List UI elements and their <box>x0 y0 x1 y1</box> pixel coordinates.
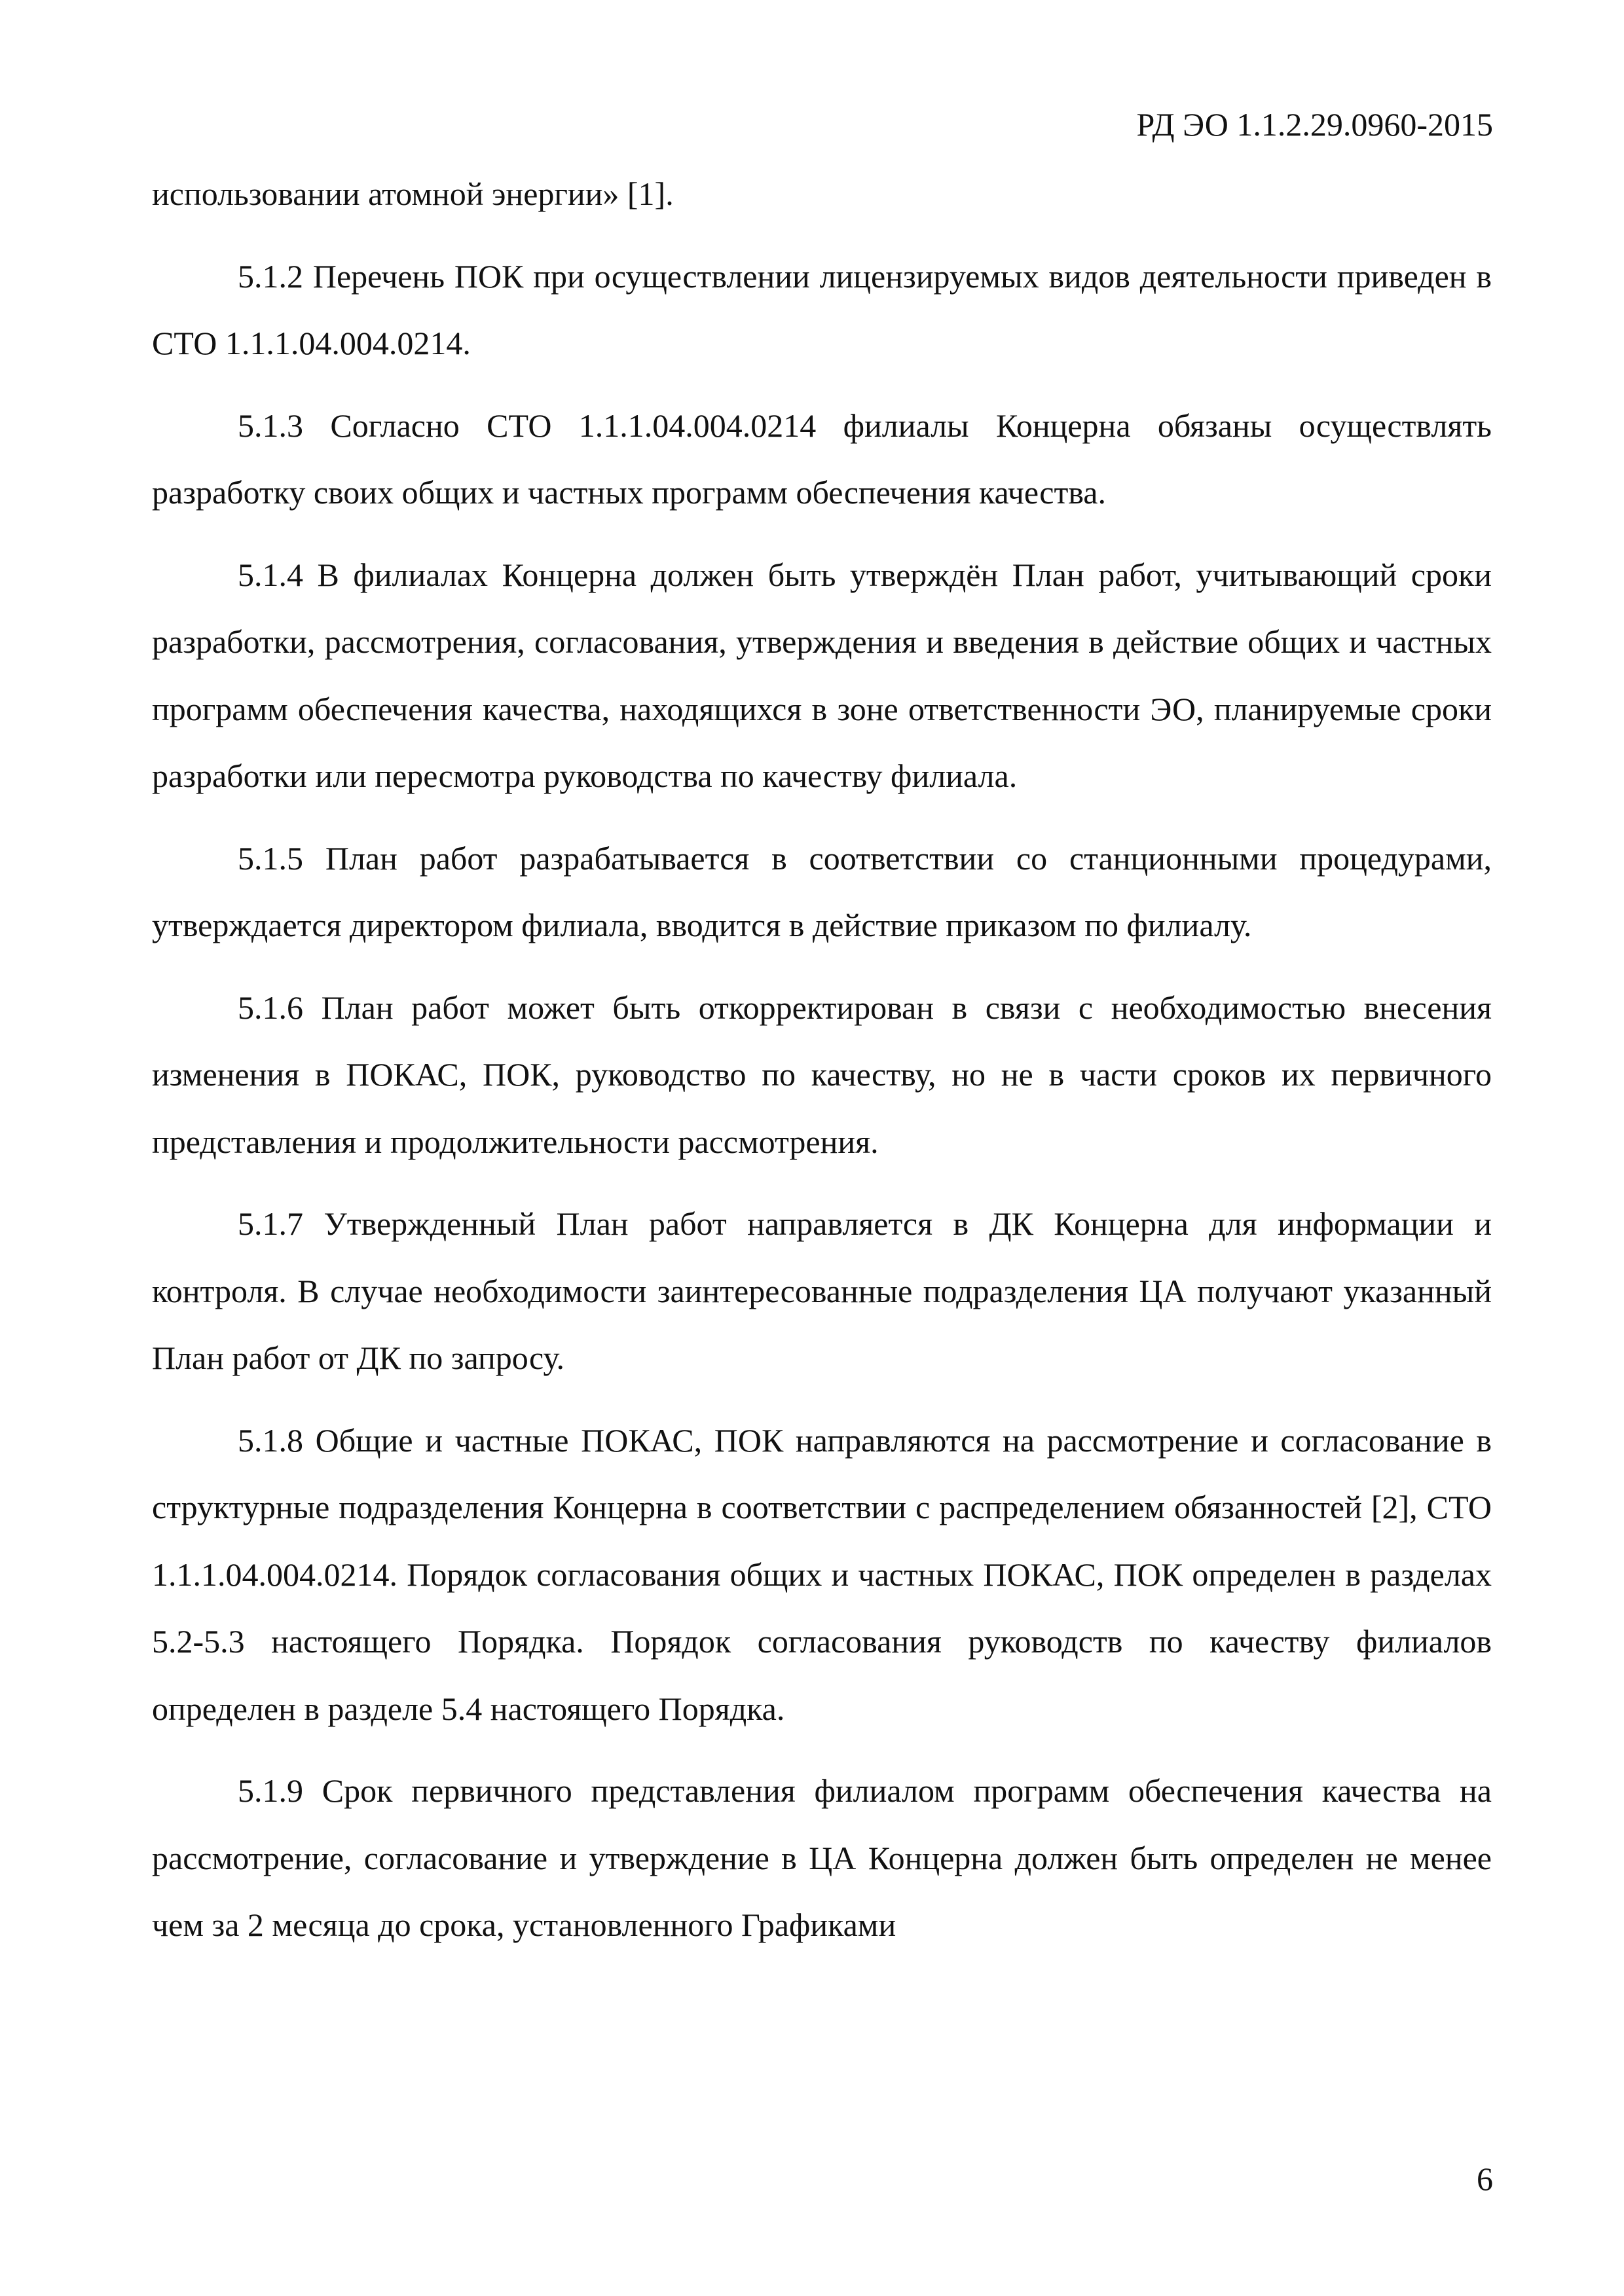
paragraph-5-1-6: 5.1.6 План работ может быть откорректирован в связи с необходимостью внесения изменения в ПОКАС, ПОК, руководство по качеству, но не в части сроков их первичного представления и продолжительности рассмотрения. <box>152 989 1492 1160</box>
paragraph-5-1-9: 5.1.9 Срок первичного представления филиалом программ обеспечения качества на рассмотрение, согласование и утверждение в ЦА Концерна должен быть определен не менее чем за 2 месяца до срока, установленного Графиками <box>152 1772 1492 1943</box>
paragraph-5-1-2: 5.1.2 Перечень ПОК при осуществлении лицензируемых видов деятельности приведен в СТО 1.1.1.04.004.0214. <box>152 257 1492 361</box>
paragraph-5-1-7: 5.1.7 Утвержденный План работ направляется в ДК Концерна для информации и контроля. В случае необходимости заинтересованные подразделения ЦА получают указанный План работ от ДК по запросу. <box>152 1205 1492 1376</box>
document-code-header: РД ЭО 1.1.2.29.0960-2015 <box>1136 106 1493 143</box>
paragraph-5-1-8: 5.1.8 Общие и частные ПОКАС, ПОК направляются на рассмотрение и согласование в структурные подразделения Концерна в соответствии с распределением обязанностей [2], СТО 1.1.1.04.004.0214. Порядок согласования общих и частных ПОКАС, ПОК определен в разделах 5.2-5.3 настоящего Порядка. Порядок согласования руководств по качеству филиалов определен в разделе 5.4 настоящего Порядка. <box>152 1421 1492 1727</box>
paragraph-continuation: использовании атомной энергии» [1]. <box>152 175 674 212</box>
paragraph-5-1-5: 5.1.5 План работ разрабатывается в соответствии со станционными процедурами, утверждается директором филиала, вводится в действие приказом по филиалу. <box>152 839 1492 943</box>
page-number: 6 <box>1477 2160 1493 2197</box>
document-body <box>152 160 1492 1974</box>
paragraph-5-1-3: 5.1.3 Согласно СТО 1.1.1.04.004.0214 филиалы Концерна обязаны осуществлять разработку своих общих и частных программ обеспечения качества. <box>152 407 1492 511</box>
paragraph-5-1-4: 5.1.4 В филиалах Концерна должен быть утверждён План работ, учитывающий сроки разработки, рассмотрения, согласования, утверждения и введения в действие общих и частных программ обеспечения качества, находящихся в зоне ответственности ЭО, планируемые сроки разработки или пересмотра руководства по качеству филиала. <box>152 556 1492 794</box>
